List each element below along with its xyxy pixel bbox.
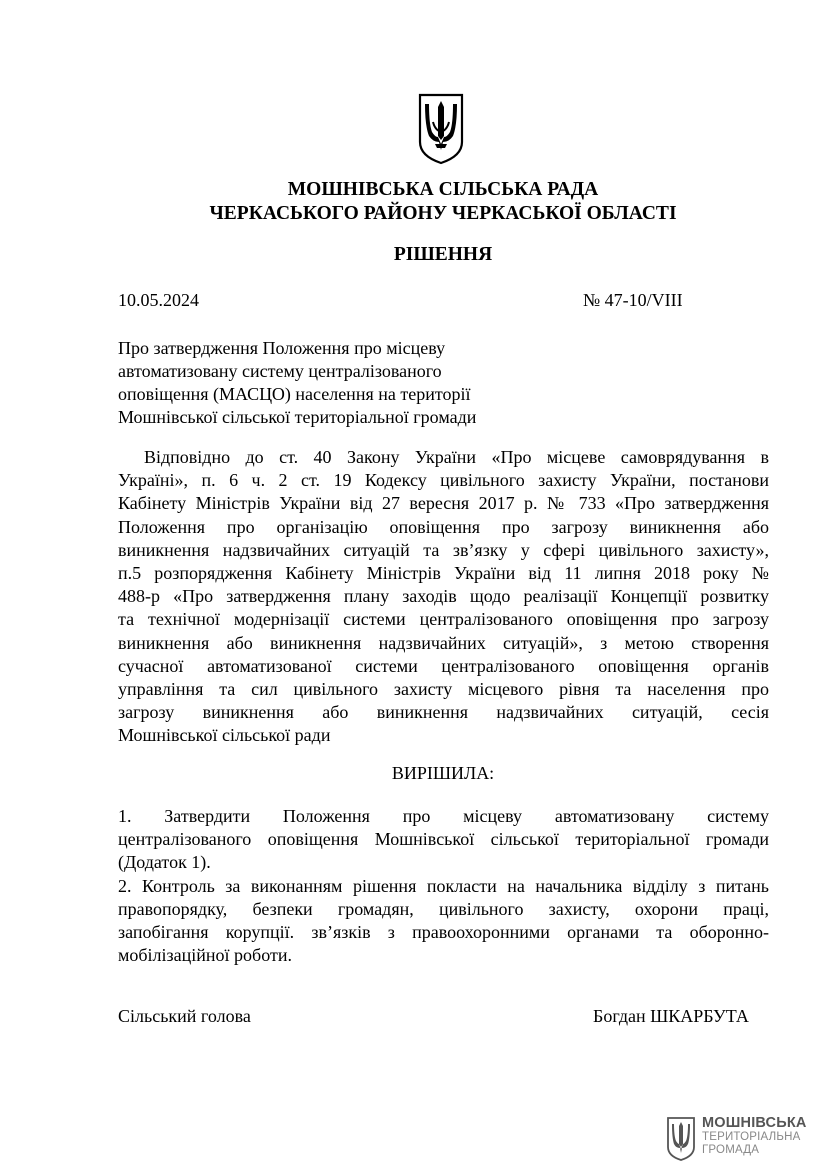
footer-logo	[666, 1116, 816, 1164]
preamble-line: Україні», п. 6 ч. 2 ст. 19 Кодексу цивільного захисту України, постанови	[118, 470, 769, 491]
preamble-line: Відповідно до ст. 40 Закону України «Про місцеве самоврядування в	[144, 447, 769, 467]
logo-text	[702, 1116, 807, 1157]
subject-line: оповіщення (МАСЦО) населення на території	[118, 384, 471, 404]
preamble-line: Мошнівської сільської ради	[118, 725, 331, 746]
item-line: правопорядку, безпеки громадян, цивільного захисту, охорони праці,	[118, 898, 769, 919]
item-line: мобілізаційної роботи.	[118, 945, 292, 966]
preamble-line: виникнення або виникнення надзвичайних ситуацій», з метою створення	[118, 632, 769, 653]
preamble-line: управління та сил цивільного захисту місцевого рівня та населення про	[118, 678, 769, 699]
item-line: централізованого оповіщення Мошнівської сільської територіальної громади	[118, 829, 769, 850]
decision-number: № 47-10/VIII	[583, 290, 683, 310]
coat-of-arms-icon	[417, 92, 465, 166]
logo-line-3: ГРОМАДА	[702, 1144, 760, 1156]
item-line: 1. Затвердити Положення про місцеву автоматизовану систему	[118, 806, 769, 826]
subject-line: Про затвердження Положення про місцеву	[118, 338, 446, 358]
preamble-line: Кабінету Міністрів України від 27 вересня 2017 р. № 733 «Про затвердження	[118, 493, 769, 514]
item-line: 2. Контроль за виконанням рішення покласти на начальника відділу з питань	[118, 875, 769, 896]
resolved-heading: ВИРІШИЛА:	[391, 763, 495, 783]
preamble-line: сучасної автоматизованої системи централізованого оповіщення органів	[118, 655, 769, 676]
preamble-line: та технічної модернізації системи централізованого оповіщення про загрозу	[118, 609, 769, 630]
preamble-line: виникнення надзвичайних ситуацій та зв’язку у сфері цивільного захисту»,	[118, 539, 769, 560]
council-name: МОШНІВСЬКА СІЛЬСЬКА РАДА	[287, 179, 599, 200]
preamble-line: п.5 розпорядження Кабінету Міністрів України від 11 липня 2018 року №	[118, 562, 769, 583]
item-line: запобігання корупції. зв’язків з правоохоронними органами та оборонно-	[118, 921, 769, 942]
logo-line-1: МОШНІВСЬКА	[702, 1115, 807, 1131]
council-region: ЧЕРКАСЬКОГО РАЙОНУ ЧЕРКАСЬКОЇ ОБЛАСТІ	[209, 203, 677, 224]
preamble-line: 488-р «Про затвердження плану заходів щодо реалізації Концепції розвитку	[118, 586, 769, 607]
preamble-line: загрозу виникнення або виникнення надзвичайних ситуацій, сесія	[118, 702, 769, 723]
signatory-name: Богдан ШКАРБУТА	[593, 1006, 749, 1026]
signatory-position: Сільський голова	[118, 1006, 251, 1026]
document-type: РІШЕННЯ	[393, 244, 493, 265]
trident-logo-icon	[666, 1116, 696, 1162]
subject-line: Мошнівської сільської територіальної громади	[118, 407, 477, 427]
decision-date: 10.05.2024	[118, 290, 199, 310]
logo-line-2: ТЕРИТОРІАЛЬНА	[702, 1131, 801, 1143]
preamble-line: Положення про організацію оповіщення про загрозу виникнення або	[118, 516, 769, 537]
decision-items	[118, 805, 769, 967]
item-line: (Додаток 1).	[118, 852, 211, 873]
subject-line: автоматизовану систему централізованого	[118, 361, 442, 381]
preamble-paragraph	[118, 446, 769, 747]
decision-subject	[118, 337, 538, 429]
